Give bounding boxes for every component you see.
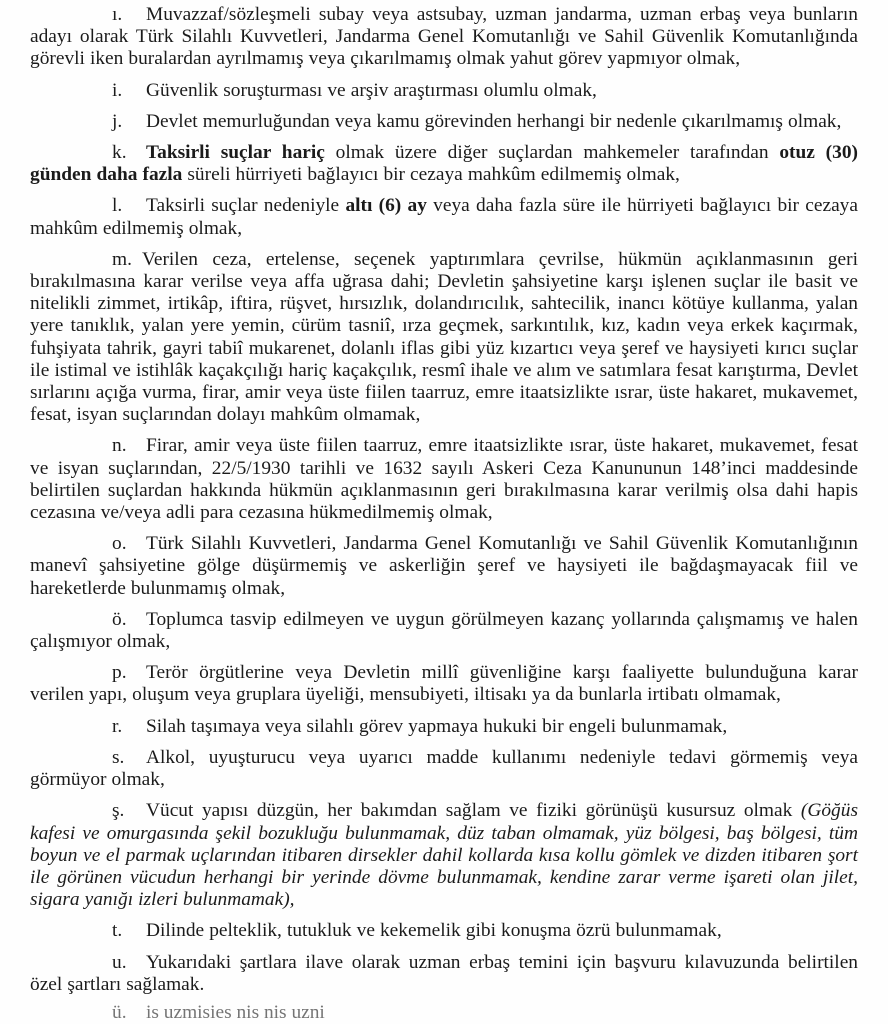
- clause-text: Verilen ceza, ertelense, seçenek yaptırımlara çevrilse, hükmün açıklanmasının geri bırakılmasına karar verilse veya affa uğrasa dahi; Devletin şahsiyetine karşı işlenen suçlar ile basit ve nitelikli zimmet, irtikâp, iftira, rüşvet, hırsızlık, dolandırıcılık, sahtecilik, inancı kötüye kullanma, yalan yere tanıklık, yalan yere yemin, cürüm tasniî, ırza geçmek, sarkıntılık, kız, kadın veya erkek kaçırmak, fuhşiyata tahrik, gayri tabiî mukarenet, dolanlı iflas gibi yüz kızartıcı veya şeref ve haysiyeti kırıcı suçlar ile istimal ve istihlâk kaçakçılığı hariç kaçakçılık, resmî ihale ve alım ve satımlara fesat karıştırma, Devlet sırlarını açığa vurma, firar, amir veya üste fiilen taarruz, emre itaatsizlikte ısrar, üste hakaret, mukavemet, fesat, isyan suçlarından dolayı mahkûm olmamak,: [30, 248, 858, 426]
- clause-parenthetical-italic: (Göğüs kafesi ve omurgasında şekil bozukluğu bulunmamak, düz taban olmamak, yüz bölgesi, baş bölgesi, tüm boyun ve el parmak uçlarından itibaren dirsekler dahil kollarda kısa kollu gömlek ve dizden itibaren şort ile görünen vücudun herhangi bir yerinde dövme bulunmamak, kendine zarar verme işareti olan jilet, sigara yanığı izleri bulunmamak),: [30, 800, 858, 911]
- clause-paragraph-s-cedilla: [30, 800, 858, 911]
- clause-text: Muvazzaf/sözleşmeli subay veya astsubay, uzman jandarma, uzman erbaş veya bunların adayı olarak Türk Silahlı Kuvvetleri, Jandarma Genel Komutanlığı ve Sahil Güvenlik Komutanlığında görevli iken buralardan ayrılmamış veya çıkarılmamış olmak yahut görev yapmıyor olmak,: [30, 4, 858, 70]
- clause-marker: i.: [112, 79, 123, 101]
- clause-marker: s.: [112, 746, 125, 768]
- clause-marker: k.: [112, 142, 127, 164]
- clause-paragraph-j: [30, 111, 858, 133]
- clause-text: Yukarıdaki şartlara ilave olarak uzman erbaş temini için başvuru kılavuzunda belirtilen özel şartları sağlamak.: [30, 951, 858, 995]
- clause-marker: ö.: [112, 608, 127, 630]
- clause-paragraph-o: [30, 533, 858, 600]
- clause-text: Toplumca tasvip edilmeyen ve uygun görülmeyen kazanç yollarında çalışmamış ve halen çalışmıyor olmak,: [30, 608, 858, 653]
- clause-marker: r.: [112, 715, 123, 737]
- clause-text-mid: olmak üzere diğer suçlardan mahkemeler tarafından: [324, 142, 780, 164]
- clause-paragraph-n: [30, 435, 858, 524]
- clause-paragraph-l: [30, 195, 858, 239]
- clause-emphasis-otuz-gun: otuz (30) günden daha fazla: [30, 142, 858, 186]
- clause-text: Türk Silahlı Kuvvetleri, Jandarma Genel Komutanlığı ve Sahil Güvenlik Komutanlığının manevî şahsiyetine gölge düşürmemiş ve askerliğin şeref ve haysiyeti ile bağdaşmayacak fiil ve hareketlerde bulunmamış olmak,: [30, 533, 858, 599]
- clause-paragraph-i-dotless: [30, 4, 858, 71]
- document-body: [30, 0, 858, 996]
- clause-paragraph-u: [30, 952, 858, 996]
- clause-marker: ş.: [112, 800, 125, 822]
- clause-marker: u.: [112, 951, 127, 973]
- clause-paragraph-m: [30, 249, 858, 427]
- clause-text-start: Vücut yapısı düzgün, her bakımdan sağlam ve fiziki görünüşü kusursuz olmak: [146, 800, 801, 822]
- clause-paragraph-k: [30, 142, 858, 186]
- clause-marker: o.: [112, 533, 127, 555]
- clause-text: Güvenlik soruşturması ve arşiv araştırması olumlu olmak,: [146, 79, 597, 101]
- clause-marker: ı.: [112, 4, 123, 25]
- clause-paragraph-o-umlaut: [30, 609, 858, 653]
- clause-text: Alkol, uyuşturucu veya uyarıcı madde kullanımı nedeniyle tedavi görmemiş veya görmüyor olmak,: [30, 746, 858, 791]
- clause-paragraph-s: [30, 747, 858, 791]
- clause-marker: ü.: [112, 1002, 127, 1023]
- clause-marker: m.: [112, 248, 132, 270]
- clause-emphasis-taksirli: Taksirli suçlar hariç: [146, 142, 325, 164]
- clause-paragraph-i: [30, 80, 858, 102]
- clause-marker: l.: [112, 195, 123, 217]
- clause-text-end: süreli hürriyeti bağlayıcı bir cezaya mahkûm edilmemiş olmak,: [182, 164, 680, 186]
- clipped-line-inner: [112, 1002, 325, 1023]
- clause-paragraph-r: [30, 716, 858, 738]
- clause-text-start: Taksirli suçlar nedeniyle: [146, 195, 346, 217]
- clause-text: Terör örgütlerine veya Devletin millî güvenliğine karşı faaliyette bulunduğuna karar verilen yapı, oluşum veya gruplara üyeliği, mensubiyeti, iltisakı ya da bunlarla irtibatı olmamak,: [30, 662, 858, 706]
- clause-text-end: veya daha fazla süre ile hürriyeti bağlayıcı bir cezaya mahkûm edilmemiş olmak,: [30, 195, 858, 239]
- clause-paragraph-p: [30, 662, 858, 706]
- clause-text: Dilinde pelteklik, tutukluk ve kekemelik gibi konuşma özrü bulunmamak,: [146, 920, 722, 942]
- clause-marker: j.: [112, 110, 123, 132]
- clause-text: Firar, amir veya üste fiilen taarruz, emre itaatsizlikte ısrar, üste hakaret, mukavemet, fesat ve isyan suçlarından, 22/5/1930 tarihli ve 1632 sayılı Askeri Ceza Kanununun 148’inci maddesinde belirtilen suçlardan hakkında hükmün açıklanmasının geri bırakılmasına karar verilmiş olsa dahi hapis cezasına ve/veya adli para cezasına hükmedilmemiş olmak,: [30, 435, 858, 524]
- clipped-line-text: is uzmisies nis nis uzni: [146, 1002, 325, 1023]
- clause-text: Silah taşımaya veya silahlı görev yapmaya hukuki bir engeli bulunmamak,: [146, 715, 728, 737]
- clause-text: Devlet memurluğundan veya kamu görevinden herhangi bir nedenle çıkarılmamış olmak,: [146, 110, 842, 132]
- page-bottom-clipped-line: [30, 1002, 858, 1024]
- clause-marker: p.: [112, 662, 127, 684]
- clause-paragraph-t: [30, 920, 858, 942]
- clause-emphasis-alti-ay: altı (6) ay: [345, 195, 427, 217]
- clause-marker: n.: [112, 435, 127, 457]
- clause-marker: t.: [112, 920, 123, 942]
